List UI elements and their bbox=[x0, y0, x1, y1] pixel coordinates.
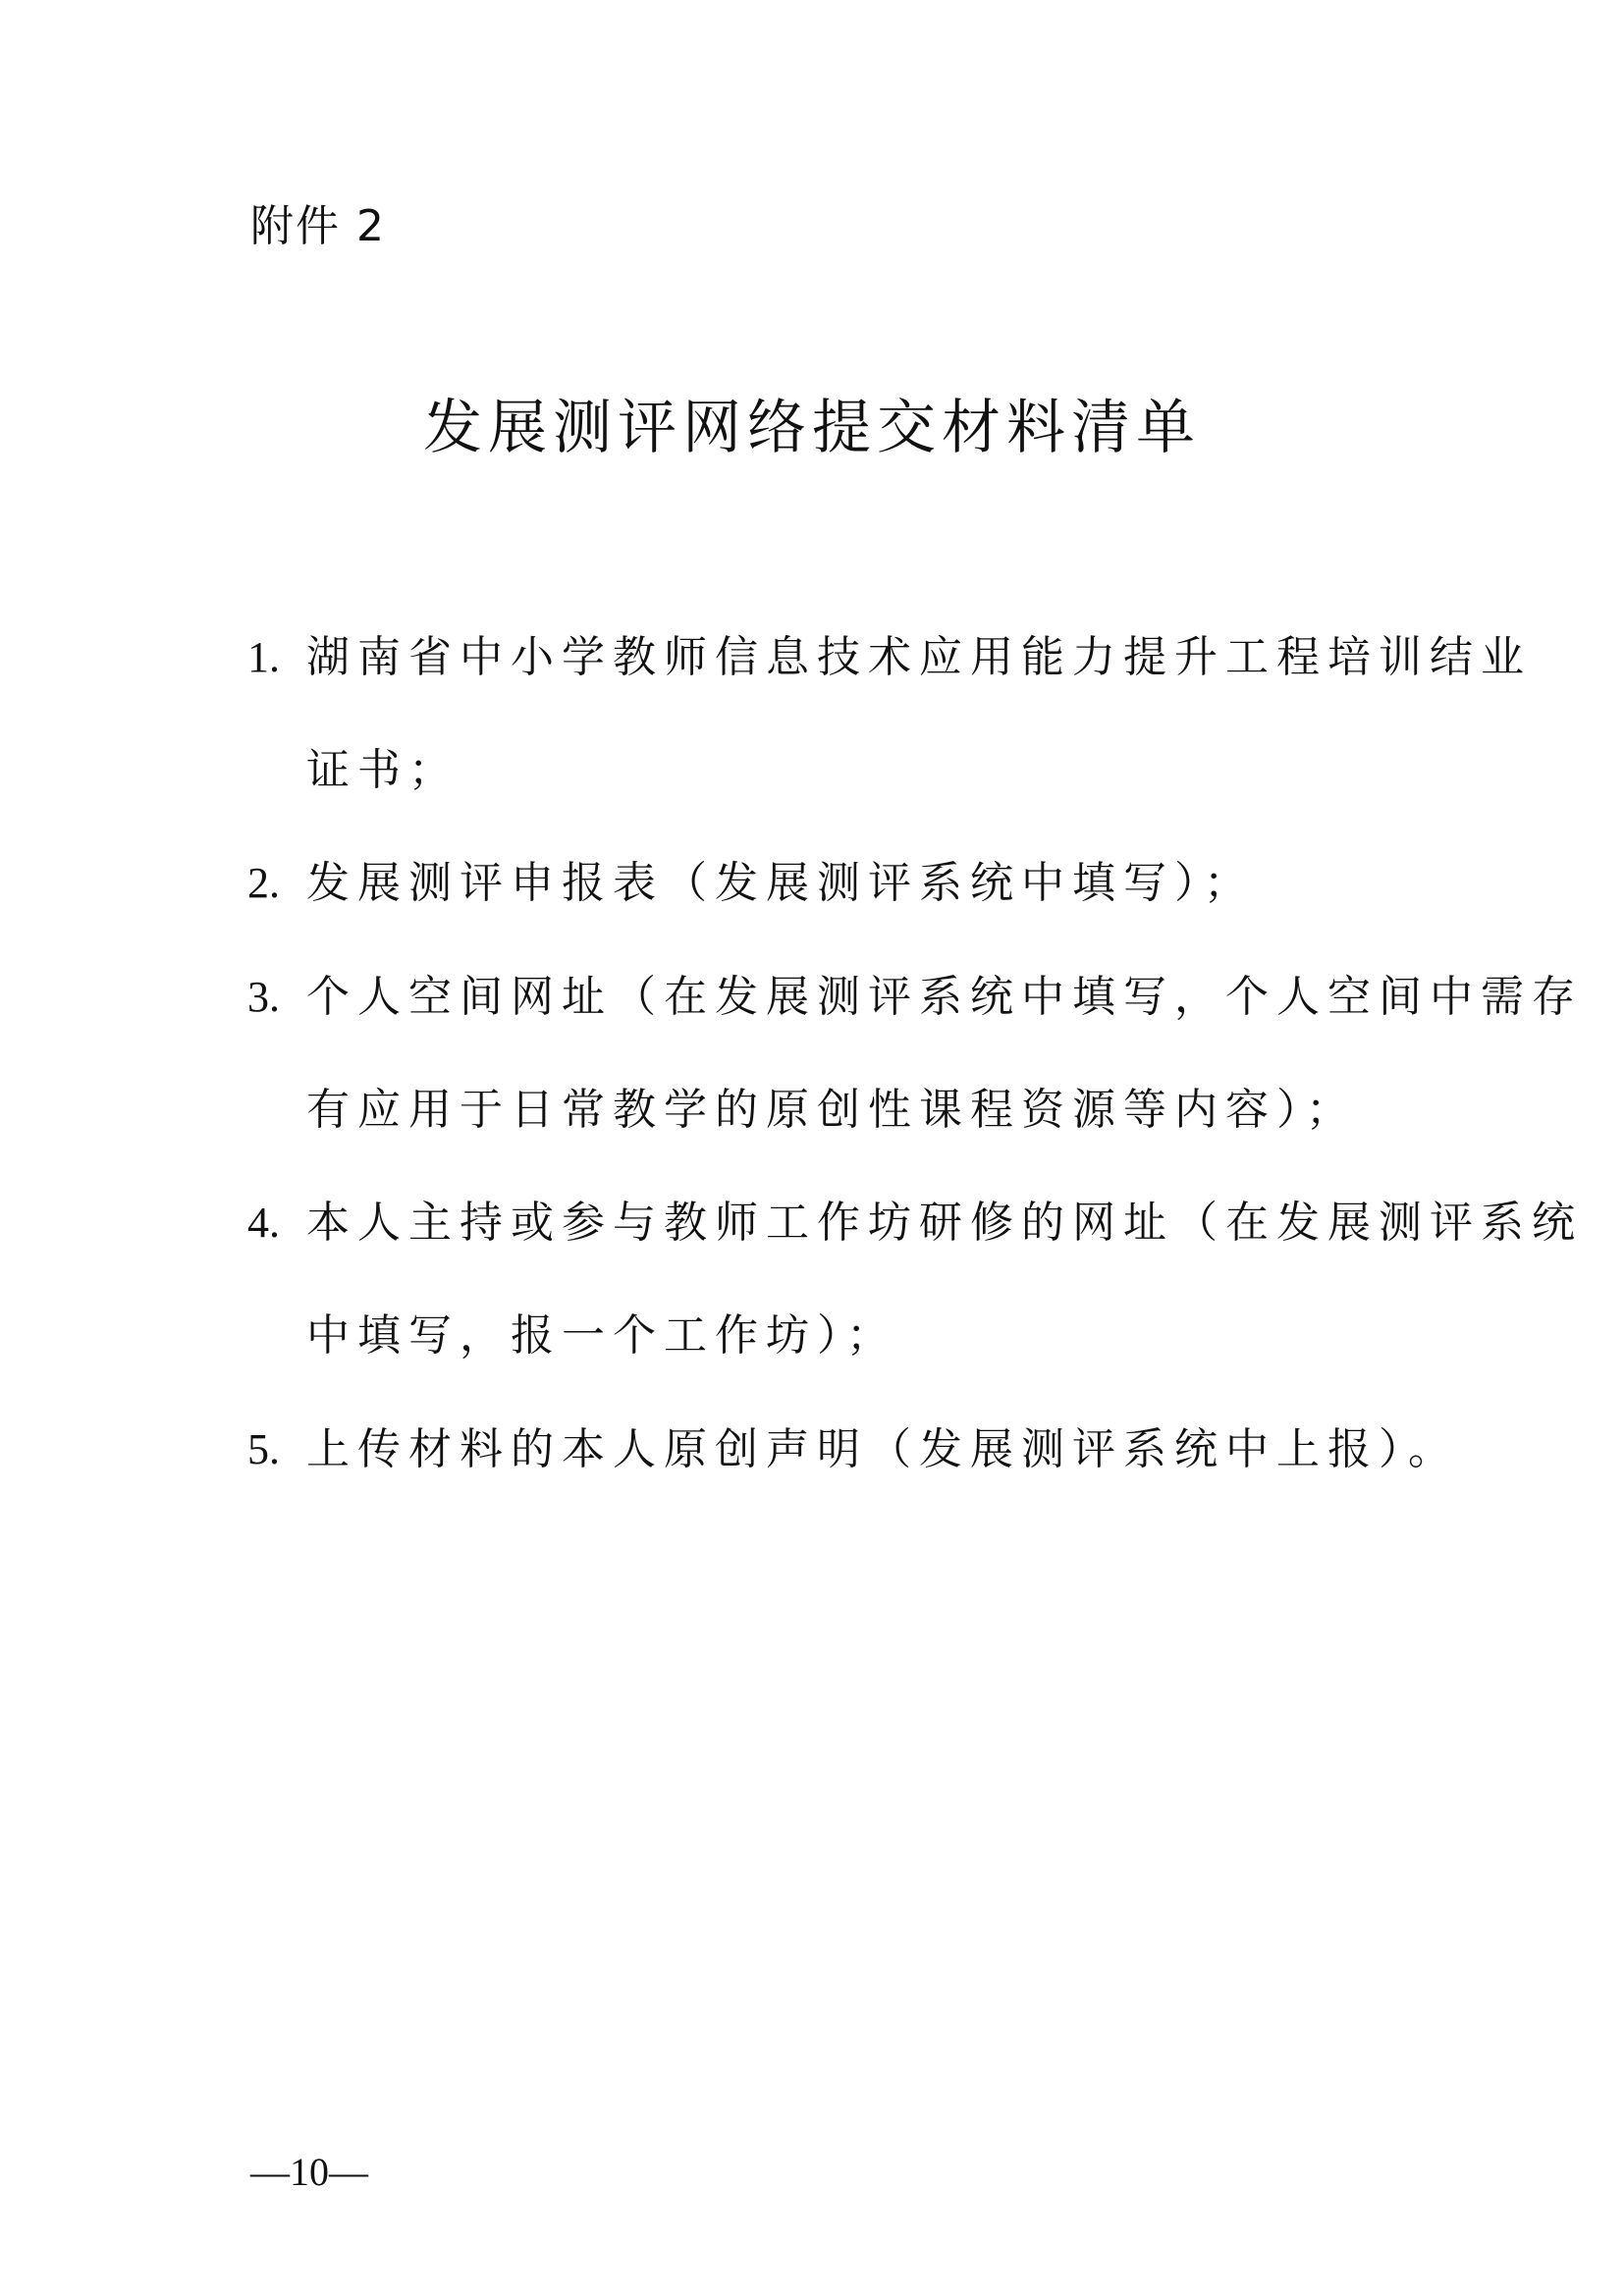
list-item-text: 本人主持或参与教师工作坊研修的网址（在发展测评系统 bbox=[306, 1198, 1583, 1248]
list-item-text: 上传材料的本人原创声明（发展测评系统中上报）。 bbox=[306, 1424, 1459, 1474]
list-item-text: 个人空间网址（在发展测评系统中填写，个人空间中需存 bbox=[306, 972, 1583, 1022]
list-item-number: 5. bbox=[247, 1425, 280, 1473]
page-number: —10— bbox=[250, 2150, 368, 2194]
list-item-number: 4. bbox=[247, 1199, 280, 1247]
list-item-4-line-1 bbox=[247, 1196, 1583, 1251]
list-item-5-line-1 bbox=[247, 1422, 1459, 1477]
list-item-4-line-2: 中填写，报一个工作坊）； bbox=[306, 1310, 897, 1361]
list-item-number: 2. bbox=[247, 859, 280, 907]
document-title: 发展测评网络提交材料清单 bbox=[423, 394, 1201, 462]
list-item-3-line-1 bbox=[247, 970, 1583, 1025]
list-item-2-line-1 bbox=[247, 856, 1255, 911]
list-item-1-line-2: 证书； bbox=[306, 745, 460, 795]
materials-list bbox=[247, 0, 1583, 2296]
list-item-number: 1. bbox=[247, 633, 280, 681]
list-item-text: 湖南省中小学教师信息技术应用能力提升工程培训结业 bbox=[306, 632, 1532, 682]
list-item-1-line-1 bbox=[247, 630, 1532, 685]
list-item-3-line-2: 有应用于日常教学的原创性课程资源等内容）； bbox=[306, 1085, 1357, 1135]
attachment-label: 附件 2 bbox=[250, 201, 386, 251]
list-item-number: 3. bbox=[247, 973, 280, 1021]
list-item-text: 发展测评申报表（发展测评系统中填写）； bbox=[306, 858, 1255, 908]
